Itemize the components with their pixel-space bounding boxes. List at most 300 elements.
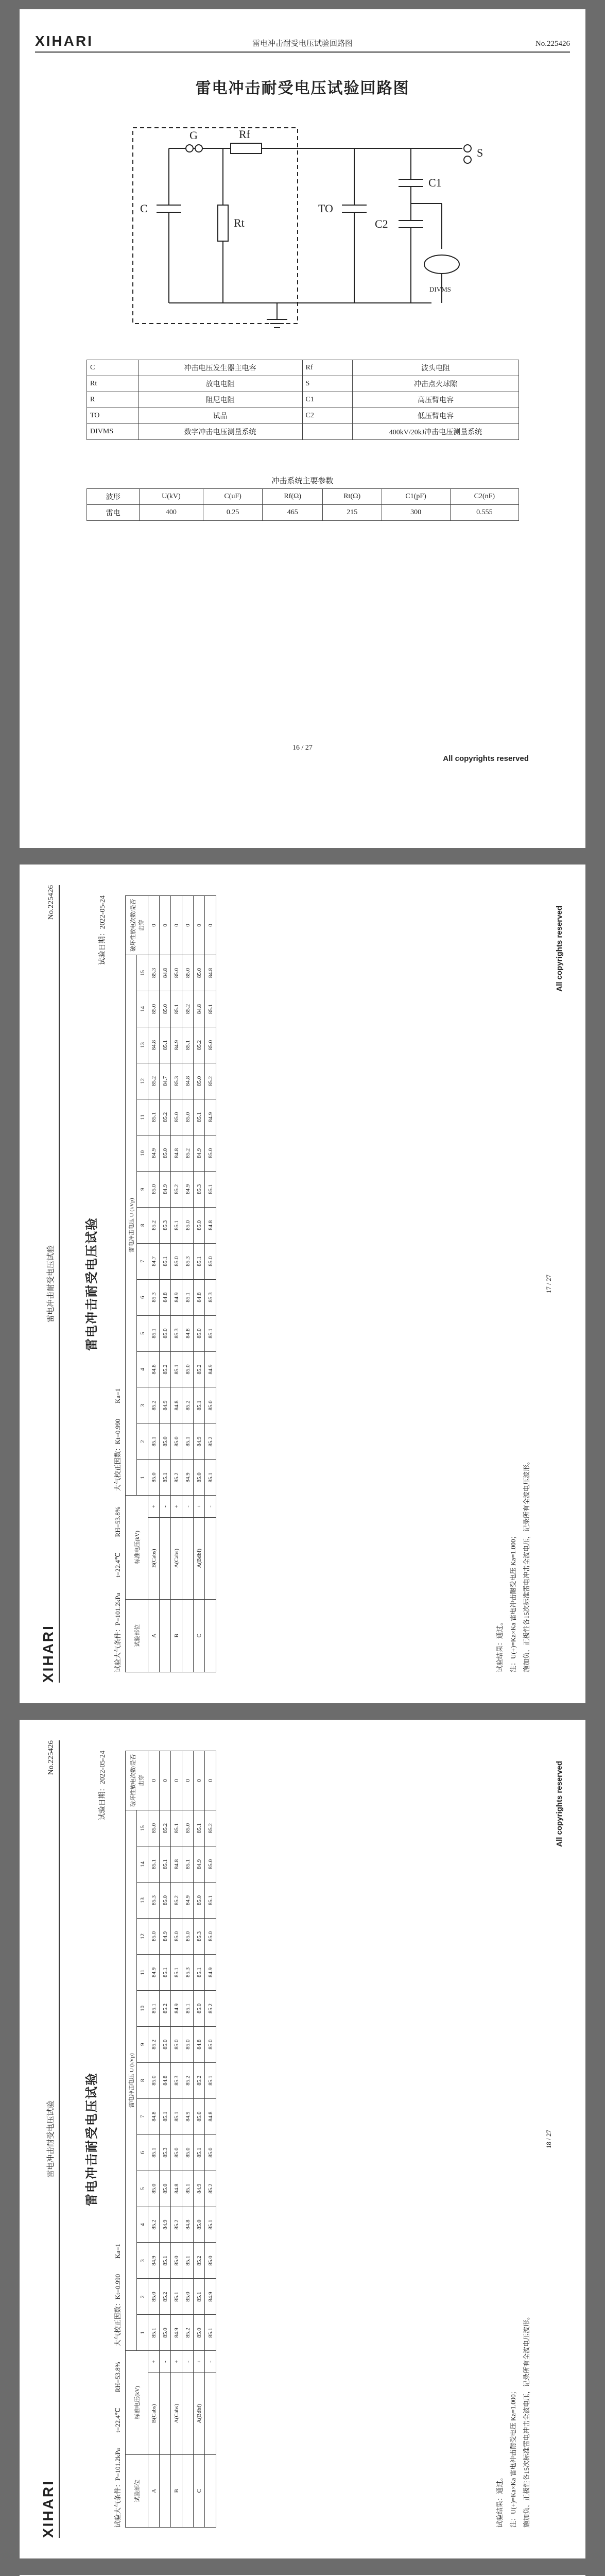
record-cell: 85.1 [171,2279,182,2315]
shot-index-cell: 14 [137,1846,148,1883]
record-cell: 85.2 [171,1882,182,1918]
param-header-cell: U(kV) [140,489,203,505]
page-title: 雷电冲击耐受电压试验回路图 [195,79,410,97]
record-cell: A(Cabs) [171,2372,182,2454]
record-cell: 84.7 [148,1243,160,1279]
record-cell: 85.2 [160,1099,171,1135]
record-cell: 85.2 [194,1027,205,1063]
record-cell: 85.0 [194,1990,205,2026]
record-cell: 84.9 [160,1918,171,1954]
record-cell: 0 [148,1751,160,1810]
record-cell: 85.0 [205,1846,216,1883]
component-cell: Rt [87,376,139,392]
record-cell: 84.9 [182,1171,194,1207]
component-cell: 试品 [138,408,302,424]
record-title: 雷电冲击耐受电压试验 [84,1217,99,1351]
record-cell [160,1599,171,1672]
param-header-cell: Rf(Ω) [263,489,322,505]
system-parameter-table [87,488,519,521]
atmospheric-conditions: 试验大气条件：P=101.2kPat=22.4℃RH=53.8%大气校正因数：Kt=0.990Ka=1 [114,1388,122,1672]
record-cell: 85.0 [160,991,171,1027]
record-cell: + [171,1496,182,1517]
record-cell: 85.0 [160,2315,171,2351]
record-cell: 84.9 [171,1990,182,2026]
param-value-cell: 465 [263,505,322,521]
copyright-notice: All copyrights reserved [443,754,529,763]
record-cell: 84.9 [205,1099,216,1135]
label-c2: C2 [375,217,388,230]
record-cell: 85.0 [148,1171,160,1207]
header-cell: 标准电压(kV) [126,1496,148,1599]
record-cell: 85.1 [148,1846,160,1883]
atmospheric-conditions: 试验大气条件：P=101.2kPat=22.4℃RH=53.8%大气校正因数：Kt=0.990Ka=1 [114,2243,122,2528]
record-cell: 84.8 [171,2171,182,2207]
record-row [148,1751,160,2528]
record-cell: 85.1 [205,1460,216,1496]
report-page-circuit [20,9,585,848]
record-cell: 84.8 [194,1279,205,1315]
record-cell: 84.8 [205,955,216,991]
record-cell: 85.1 [182,1846,194,1883]
record-cell: 85.1 [171,991,182,1027]
record-cell: - [205,1496,216,1517]
record-cell: 84.9 [182,1460,194,1496]
record-cell: 85.1 [205,991,216,1027]
record-cell [205,2372,216,2454]
record-cell: 85.0 [182,1918,194,1954]
label-s: S [477,146,483,159]
copyright-notice: All copyrights reserved [555,906,564,992]
record-cell: 85.1 [205,2315,216,2351]
record-cell: 85.0 [205,2134,216,2171]
shot-index-cell: 15 [137,955,148,991]
record-cell: 85.1 [205,1315,216,1351]
record-cell: B(Cabs) [148,2372,160,2454]
brand-logo: XIHARI [35,33,93,49]
record-cell: 0 [205,1751,216,1810]
record-cell: 85.1 [194,1243,205,1279]
record-cell: 85.1 [148,2134,160,2171]
record-cell: 85.1 [182,2171,194,2207]
record-cell: 85.3 [205,1279,216,1315]
component-cell: 放电电阻 [138,376,302,392]
label-rf: Rf [239,128,250,141]
record-cell: 85.1 [171,2098,182,2134]
component-cell: R [87,392,139,408]
record-cell: 84.7 [160,1063,171,1099]
shot-index-cell: 8 [137,1207,148,1243]
component-legend-table [87,360,519,440]
record-row [194,1751,205,2528]
record-cell: 85.1 [171,1954,182,1990]
record-cell: 85.0 [171,1243,182,1279]
record-cell: 85.3 [194,1171,205,1207]
shot-index-cell: 6 [137,1279,148,1315]
record-cell: 84.8 [182,2207,194,2243]
record-cell: 85.0 [194,1207,205,1243]
record-cell: 84.8 [182,1315,194,1351]
test-date: 试验日期：2022-05-24 [99,1751,107,1821]
label-g: G [189,129,198,142]
record-cell: - [182,2351,194,2372]
component-row [87,392,519,408]
record-cell: 85.0 [148,1460,160,1496]
record-cell: 85.0 [171,1918,182,1954]
record-cell: 84.8 [205,1207,216,1243]
record-cell: 85.0 [171,2243,182,2279]
record-cell: 84.9 [194,1423,205,1460]
record-cell: 85.2 [182,991,194,1027]
record-cell: 85.2 [182,2315,194,2351]
shot-index-cell: 12 [137,1063,148,1099]
shot-index-cell: 2 [137,1423,148,1460]
record-cell: 85.1 [194,2279,205,2315]
record-cell [205,1517,216,1599]
record-cell: 85.2 [194,1351,205,1387]
record-cell: 84.9 [160,2207,171,2243]
component-cell: 阻尼电阻 [138,392,302,408]
record-cell: 85.2 [182,1135,194,1171]
record-cell: 85.2 [160,1990,171,2026]
record-cell: 85.1 [148,1423,160,1460]
record-cell: 84.9 [205,1351,216,1387]
param-value-cell: 400 [140,505,203,521]
param-header-cell: Rt(Ω) [322,489,382,505]
header-cell: 试验部位 [126,1599,148,1672]
param-value-cell: 215 [322,505,382,521]
record-cell: 85.0 [148,991,160,1027]
shot-index-cell: 8 [137,2062,148,2098]
label-c1: C1 [428,176,442,189]
record-cell: 85.2 [148,2207,160,2243]
record-cell: 85.0 [182,1351,194,1387]
shot-index-cell: 11 [137,1954,148,1990]
label-rt: Rt [234,216,245,229]
record-cell: 0 [182,896,194,955]
record-cell: 84.8 [160,2062,171,2098]
report-number: No.225426 [47,1740,55,1775]
record-cell: A(Cabs) [171,1517,182,1599]
record-cell: 85.3 [148,1279,160,1315]
record-cell: + [148,2351,160,2372]
shot-index-cell: 10 [137,1990,148,2026]
record-cell: 0 [160,896,171,955]
record-cell: 84.8 [148,1027,160,1063]
shot-index-cell: 2 [137,2279,148,2315]
record-cell: 85.2 [171,1171,182,1207]
record-cell: 85.0 [205,1027,216,1063]
record-cell: A [148,1599,160,1672]
record-cell: 85.1 [205,2062,216,2098]
record-cell: 84.9 [182,2098,194,2134]
record-cell: 85.0 [205,2026,216,2062]
component-cell: C2 [302,408,352,424]
shot-index-cell: 14 [137,991,148,1027]
record-cell: 85.1 [171,1351,182,1387]
record-cell: 84.9 [171,2315,182,2351]
record-cell: 85.0 [194,2098,205,2134]
record-cell: 84.8 [160,1279,171,1315]
record-cell: 0 [171,896,182,955]
component-cell: C1 [302,392,352,408]
record-cell: 85.1 [182,1990,194,2026]
rotated-record-sheet [20,1720,585,2558]
record-cell: 85.0 [182,2279,194,2315]
param-value-cell: 雷电 [87,505,140,521]
record-cell: 84.9 [205,1954,216,1990]
record-cell: 84.9 [194,1135,205,1171]
record-cell: 85.1 [160,2243,171,2279]
record-cell [182,2372,194,2454]
page-number: 16 / 27 [292,744,313,752]
impulse-record-table [125,1751,216,2528]
record-cell: A(Bdbf) [194,2372,205,2454]
record-row [182,896,194,1672]
record-cell: 85.0 [171,1099,182,1135]
record-cell: 85.0 [182,1207,194,1243]
record-cell: 85.0 [194,1315,205,1351]
record-cell: - [205,2351,216,2372]
record-cell: 85.1 [194,1810,205,1846]
record-cell: 84.9 [194,2171,205,2207]
record-cell: 85.0 [148,2062,160,2098]
record-row [182,1751,194,2528]
record-cell: 85.1 [205,1171,216,1207]
record-cell: 85.1 [160,1954,171,1990]
page-header [40,1740,60,2538]
record-cell: 85.1 [182,1423,194,1460]
record-cell: C [194,2454,205,2527]
record-cell: 85.0 [160,1423,171,1460]
header-title: 雷电冲击耐受电压试验回路图 [252,40,353,48]
param-header-cell: C2(nF) [450,489,518,505]
record-cell: 85.3 [182,1243,194,1279]
record-cell: 85.0 [160,1882,171,1918]
record-cell: 85.2 [148,2026,160,2062]
header-title: 雷电冲击耐受电压试验 [47,1245,55,1323]
record-cell: 0 [160,1751,171,1810]
rotated-record-sheet [20,865,585,1703]
impulse-record-table [125,895,216,1672]
shot-index-cell: 6 [137,2134,148,2171]
param-table-title: 冲击系统主要参数 [271,477,334,485]
record-cell: - [160,1496,171,1517]
brand-logo: XIHARI [40,2480,56,2538]
header-cell: 雷电冲击电压 U (kVp) [126,955,137,1496]
record-cell: 85.2 [182,1387,194,1423]
param-header-cell: C1(pF) [382,489,450,505]
record-cell: 85.2 [205,2171,216,2207]
record-cell: 85.0 [148,1918,160,1954]
page-header [40,885,60,1683]
record-cell: 85.0 [160,2026,171,2062]
record-cell: 0 [182,1751,194,1810]
record-cell: 85.1 [148,1990,160,2026]
component-cell: 数字冲击电压测量系统 [138,424,302,440]
record-cell: 85.1 [194,1099,205,1135]
record-cell: 85.2 [148,1207,160,1243]
record-cell [182,1517,194,1599]
shot-index-cell: 13 [137,1882,148,1918]
shot-index-cell: 3 [137,2243,148,2279]
record-cell: 84.9 [194,1846,205,1883]
record-cell: C [194,1599,205,1672]
record-cell: 85.0 [182,2134,194,2171]
record-cell: 84.9 [171,1027,182,1063]
record-cell: 84.8 [194,2026,205,2062]
record-cell: 85.3 [160,2134,171,2171]
record-cell: 85.0 [171,2026,182,2062]
record-cell: 85.2 [160,1351,171,1387]
page-header [35,33,570,53]
page-number: 17 / 27 [545,1274,552,1294]
record-cell: 85.0 [148,2279,160,2315]
record-cell: 85.3 [182,1954,194,1990]
record-cell: 85.2 [205,1810,216,1846]
param-header-cell: C(uF) [203,489,263,505]
record-cell: 85.0 [160,1135,171,1171]
record-cell: 84.9 [148,1954,160,1990]
record-cell [182,2454,194,2527]
record-title: 雷电冲击耐受电压试验 [84,2072,99,2206]
record-cell: 85.0 [194,1063,205,1099]
component-cell: 冲击电压发生器主电容 [138,360,302,376]
header-cell: 破坏性放电次数/是否击穿 [126,896,148,955]
record-notes: 试验结果：通过。 注：U(+)=Ka×Ka 雷电冲击耐受电压 Ka=1.000； 施加负、正极性各15次标准雷电冲击全波电压，记录所有全波电压波形。 [496,2313,530,2528]
record-cell [160,1517,171,1599]
shot-index-cell: 13 [137,1027,148,1063]
shot-index-cell: 3 [137,1387,148,1423]
record-cell: 0 [194,896,205,955]
component-cell: DIVMS [87,424,139,440]
record-cell: 85.1 [160,2098,171,2134]
record-cell: 84.8 [171,1387,182,1423]
record-cell: 85.1 [205,1882,216,1918]
shot-index-cell: 12 [137,1918,148,1954]
record-cell [182,1599,194,1672]
header-cell: 破坏性放电次数/是否击穿 [126,1751,148,1810]
record-cell: 85.1 [160,1846,171,1883]
record-cell: 85.2 [194,2062,205,2098]
record-cell: 85.0 [171,2134,182,2171]
header-cell: 标准电压(kV) [126,2351,148,2454]
record-cell: 0 [171,1751,182,1810]
record-cell: 85.1 [160,1243,171,1279]
record-cell: 85.0 [160,2171,171,2207]
report-number: No.225426 [535,40,570,48]
record-cell: 85.0 [194,2207,205,2243]
component-cell: TO [87,408,139,424]
record-cell [160,2454,171,2527]
param-value-cell: 0.25 [203,505,263,521]
record-cell: 0 [205,896,216,955]
record-cell [205,2454,216,2527]
record-cell: 85.0 [160,1315,171,1351]
record-cell: 85.0 [194,1882,205,1918]
component-cell: 波头电阻 [352,360,518,376]
test-date: 试验日期：2022-05-24 [99,895,107,965]
record-cell: 85.1 [148,1099,160,1135]
record-cell: 85.1 [182,2243,194,2279]
record-row [160,1751,171,2528]
record-cell [160,2372,171,2454]
record-cell: 85.0 [194,1460,205,1496]
param-header-cell: 波形 [87,489,140,505]
record-cell: 85.2 [171,1460,182,1496]
record-row [160,896,171,1672]
record-cell: 84.8 [148,2098,160,2134]
record-header-row [126,896,137,1672]
report-page-record-2 [20,1720,585,2558]
record-cell: 85.3 [160,1207,171,1243]
record-cell: 85.3 [171,2062,182,2098]
record-header-row [126,1751,137,2528]
record-cell: 85.3 [171,1315,182,1351]
shot-index-cell: 11 [137,1099,148,1135]
component-cell: 高压臂电容 [352,392,518,408]
record-cell: 85.2 [171,2207,182,2243]
record-cell: 85.0 [205,1243,216,1279]
shot-index-cell: 5 [137,1315,148,1351]
shot-index-cell: 9 [137,1171,148,1207]
record-cell: 85.2 [182,2062,194,2098]
record-cell: 85.2 [148,1387,160,1423]
record-cell: 85.0 [194,955,205,991]
component-cell: C [87,360,139,376]
component-cell: S [302,376,352,392]
shot-index-cell: 4 [137,2207,148,2243]
record-cell: 85.1 [148,1315,160,1351]
record-cell: 84.9 [205,2279,216,2315]
record-cell: 84.8 [194,991,205,1027]
header-cell: 试验部位 [126,2454,148,2527]
record-cell: 84.9 [182,1882,194,1918]
record-cell: 85.1 [194,1954,205,1990]
report-number: No.225426 [47,885,55,920]
record-cell: 85.3 [194,1918,205,1954]
record-cell: 85.2 [205,1423,216,1460]
record-row [194,896,205,1672]
component-cell: 低压臂电容 [352,408,518,424]
record-cell: 84.8 [160,955,171,991]
shot-index-cell: 15 [137,1810,148,1846]
record-cell: 85.0 [205,2243,216,2279]
record-cell: 85.2 [160,1810,171,1846]
record-cell: 85.1 [194,1387,205,1423]
record-cell: 85.1 [148,2315,160,2351]
record-cell: - [160,2351,171,2372]
record-cell: 84.8 [171,1135,182,1171]
record-cell: 85.1 [182,1279,194,1315]
shot-index-cell: 9 [137,2026,148,2062]
label-to: TO [318,202,333,215]
record-cell: 85.3 [148,955,160,991]
copyright-notice: All copyrights reserved [555,1761,564,1847]
shot-index-cell: 7 [137,1243,148,1279]
record-cell: 85.0 [182,955,194,991]
shot-index-cell: 1 [137,1460,148,1496]
record-cell: 85.0 [148,2171,160,2207]
page-number: 18 / 27 [545,2129,552,2149]
param-value-cell: 300 [382,505,450,521]
component-cell: Rf [302,360,352,376]
shot-index-cell: 5 [137,2171,148,2207]
record-cell: A(Bdbf) [194,1517,205,1599]
record-cell: B(Cabs) [148,1517,160,1599]
record-cell: 85.0 [182,2026,194,2062]
component-row [87,424,519,440]
record-row [148,896,160,1672]
